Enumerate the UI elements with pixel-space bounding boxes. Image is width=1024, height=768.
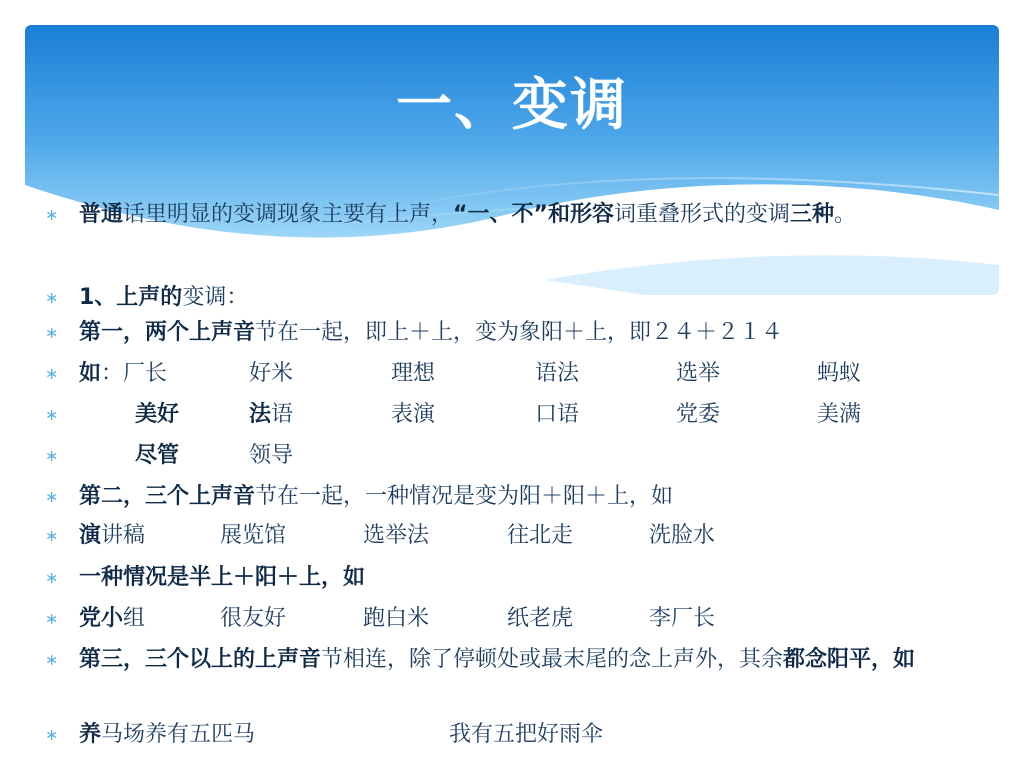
bullet-item [45,604,990,634]
bold-text: 一种情况是半上＋阳＋上，如 [79,565,366,590]
bold-text: 第二，三个上声音 [79,484,256,509]
bullet-item [45,359,990,389]
example-word [676,400,720,430]
bold-text: 都念阳平，如 [783,647,916,672]
page-title: 一、变调 [396,73,628,138]
bullet-item [45,441,990,471]
text-segment: 马场养有五匹马 [101,722,256,747]
bullet-icon: ∗ [45,323,59,342]
bullet-item [45,482,990,512]
bullet-text [79,318,783,348]
text-segment: 理想 [391,361,436,386]
text-segment: 跑白米 [363,606,430,631]
bold-text: 三种 [789,202,834,227]
text-segment: 组 [123,606,146,631]
bullet-icon: ∗ [45,609,59,628]
bold-text: 养 [79,722,102,747]
bullet-item [45,563,990,593]
example-word [535,359,579,389]
bold-text: “一、不”和形容 [453,202,614,227]
bullet-item [45,645,990,705]
example-word [249,400,293,430]
bullet-item [45,400,990,430]
bullet-text [79,283,248,313]
text-segment: 词重叠形式的变调 [613,202,790,227]
text-segment: 党委 [676,402,721,427]
bold-text: 美好 [135,402,180,427]
example-word [391,400,435,430]
bullet-item [45,200,990,260]
example-word [649,521,715,551]
example-word [507,604,573,634]
bullet-icon: ∗ [45,725,59,744]
example-word [79,359,167,389]
example-word [449,720,603,750]
text-segment: 蚂蚁 [817,361,862,386]
text-segment: 语 [271,402,294,427]
bullet-item [45,318,990,348]
example-word [363,521,429,551]
text-segment: 很友好 [220,606,287,631]
bullet-text [79,645,989,675]
text-segment: 洗脸水 [649,523,716,548]
example-word [220,521,286,551]
example-word [817,359,861,389]
text-segment: 领导 [249,443,294,468]
bullet-icon: ∗ [45,568,59,587]
example-word [676,359,720,389]
text-segment: 表演 [391,402,436,427]
bullet-item [45,720,990,750]
example-word [391,359,435,389]
bullet-icon: ∗ [45,364,59,383]
example-word [220,604,286,634]
example-word [249,441,293,471]
text-segment: 我有五把好雨伞 [449,722,604,747]
text-segment: 变调： [182,285,249,310]
text-segment: 讲稿 [101,523,146,548]
text-segment: 。 [833,202,856,227]
text-segment: 纸老虎 [507,606,574,631]
bullet-icon: ∗ [45,487,59,506]
bullet-icon: ∗ [45,288,59,307]
bullet-icon: ∗ [45,526,59,545]
example-word [535,400,579,430]
text-segment: 口语 [535,402,580,427]
example-word [363,604,429,634]
text-segment: 展览馆 [220,523,287,548]
bold-text: 1、上声的 [79,285,183,310]
example-word [507,521,573,551]
example-word [79,521,145,551]
text-segment: 往北走 [507,523,574,548]
example-word [135,400,179,430]
text-segment: ：厂长 [101,361,168,386]
bold-text: 第三，三个以上的上声音 [79,647,322,672]
bullet-item [45,521,990,551]
text-segment: 语法 [535,361,580,386]
example-word [249,359,293,389]
example-word [135,441,179,471]
example-word [649,604,715,634]
bullet-icon: ∗ [45,405,59,424]
bullet-icon: ∗ [45,446,59,465]
bullet-item [45,283,990,313]
bold-text: 演 [79,523,102,548]
text-segment: 好米 [249,361,294,386]
bullet-icon: ∗ [45,205,59,224]
text-segment: 节在一起，即上＋上，变为象阳＋上，即２４＋２１４ [255,320,784,345]
text-segment: 李厂长 [649,606,716,631]
bold-text: 普通 [79,202,124,227]
bold-text: 第一，两个上声音 [79,320,256,345]
text-segment: 选举法 [363,523,430,548]
bullet-text [79,200,989,230]
bold-text: 尽管 [135,443,180,468]
text-segment: 选举 [676,361,721,386]
bullet-icon: ∗ [45,650,59,669]
text-segment: 话里明显的变调现象主要有上声， [123,202,454,227]
text-segment: 美满 [817,402,862,427]
example-word [79,720,255,750]
example-word [79,604,145,634]
text-segment: 节在一起，一种情况是变为阳＋阳＋上，如 [255,484,674,509]
bold-text: 法 [249,402,272,427]
bullet-text [79,482,673,512]
bold-text: 党小 [79,606,124,631]
bullet-text [79,563,365,593]
text-segment: 节相连，除了停顿处或最末尾的念上声外，其余 [321,647,784,672]
bold-text: 如 [79,361,102,386]
example-word [817,400,861,430]
